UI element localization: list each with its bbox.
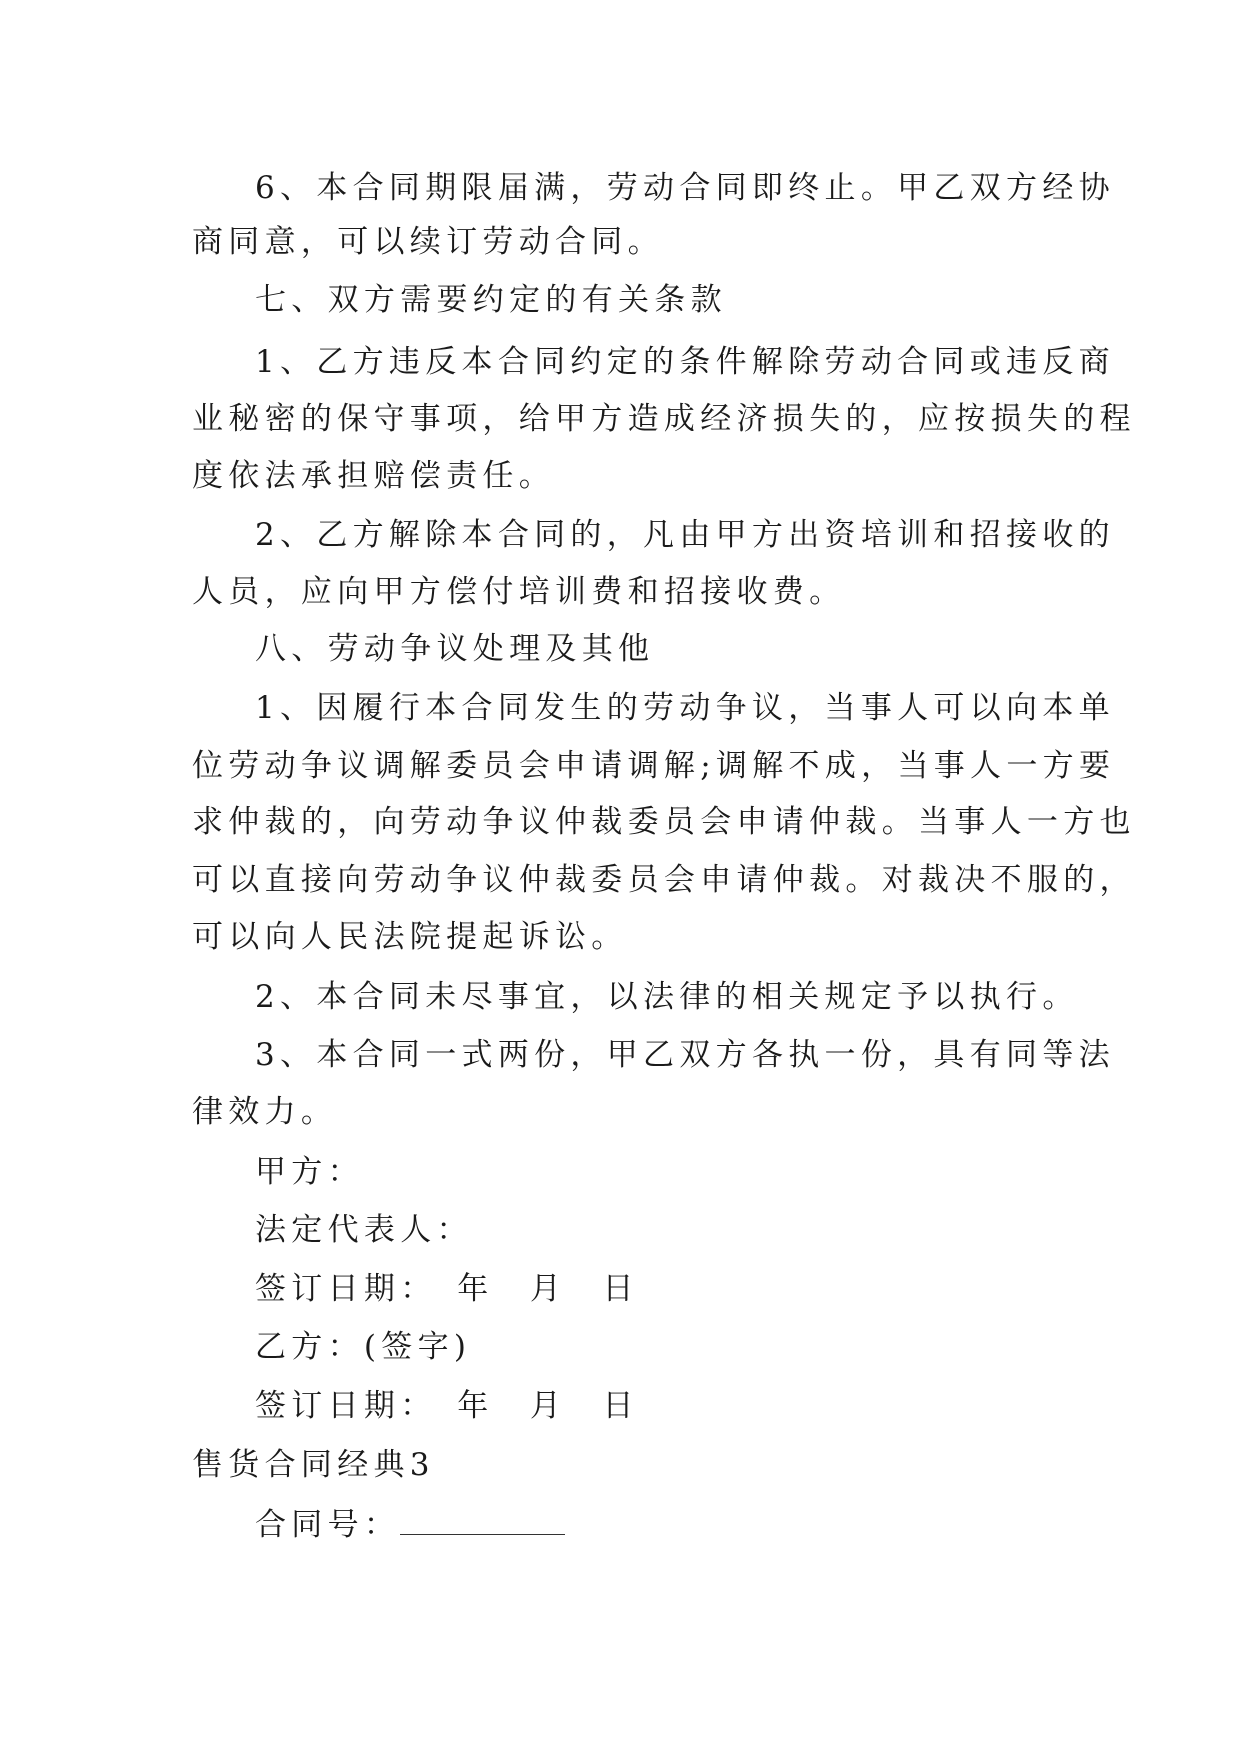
contract-number-row	[255, 1505, 565, 1545]
signing-date-label: 签订日期： 年 月 日	[255, 1271, 639, 1307]
paragraph-line: 度依法承担赔偿责任。	[192, 458, 555, 494]
party-b-label: 乙方：(签字)	[255, 1329, 472, 1365]
signing-date-label: 签订日期： 年 月 日	[255, 1388, 639, 1424]
paragraph-line: 6、本合同期限届满，劳动合同即终止。甲乙双方经协	[255, 170, 1115, 206]
paragraph-line: 1、乙方违反本合同约定的条件解除劳动合同或违反商	[255, 344, 1115, 380]
legal-representative-label: 法定代表人：	[255, 1212, 473, 1248]
contract-number-blank	[400, 1506, 565, 1535]
paragraph-line: 2、本合同未尽事宜，以法律的相关规定予以执行。	[255, 979, 1079, 1015]
paragraph-line: 1、因履行本合同发生的劳动争议，当事人可以向本单	[255, 690, 1115, 726]
document-title: 售货合同经典3	[192, 1447, 435, 1483]
paragraph-line: 3、本合同一式两份，甲乙双方各执一份，具有同等法	[255, 1037, 1115, 1073]
contract-number-label: 合同号：	[255, 1507, 401, 1543]
paragraph-line: 求仲裁的，向劳动争议仲裁委员会申请仲裁。当事人一方也	[192, 804, 1136, 840]
paragraph-line: 可以直接向劳动争议仲裁委员会申请仲裁。对裁决不服的，	[192, 862, 1136, 898]
section-heading: 七、双方需要约定的有关条款	[255, 282, 727, 318]
paragraph-line: 可以向人民法院提起诉讼。	[192, 919, 628, 955]
paragraph-line: 2、乙方解除本合同的，凡由甲方出资培训和招接收的	[255, 517, 1115, 553]
paragraph-line: 人员，应向甲方偿付培训费和招接收费。	[192, 574, 846, 610]
paragraph-line: 律效力。	[192, 1094, 338, 1130]
party-a-label: 甲方：	[255, 1154, 364, 1190]
paragraph-line: 商同意，可以续订劳动合同。	[192, 224, 664, 260]
paragraph-line: 位劳动争议调解委员会申请调解;调解不成，当事人一方要	[192, 748, 1116, 784]
paragraph-line: 业秘密的保守事项，给甲方造成经济损失的，应按损失的程	[192, 401, 1136, 437]
section-heading: 八、劳动争议处理及其他	[255, 631, 655, 667]
